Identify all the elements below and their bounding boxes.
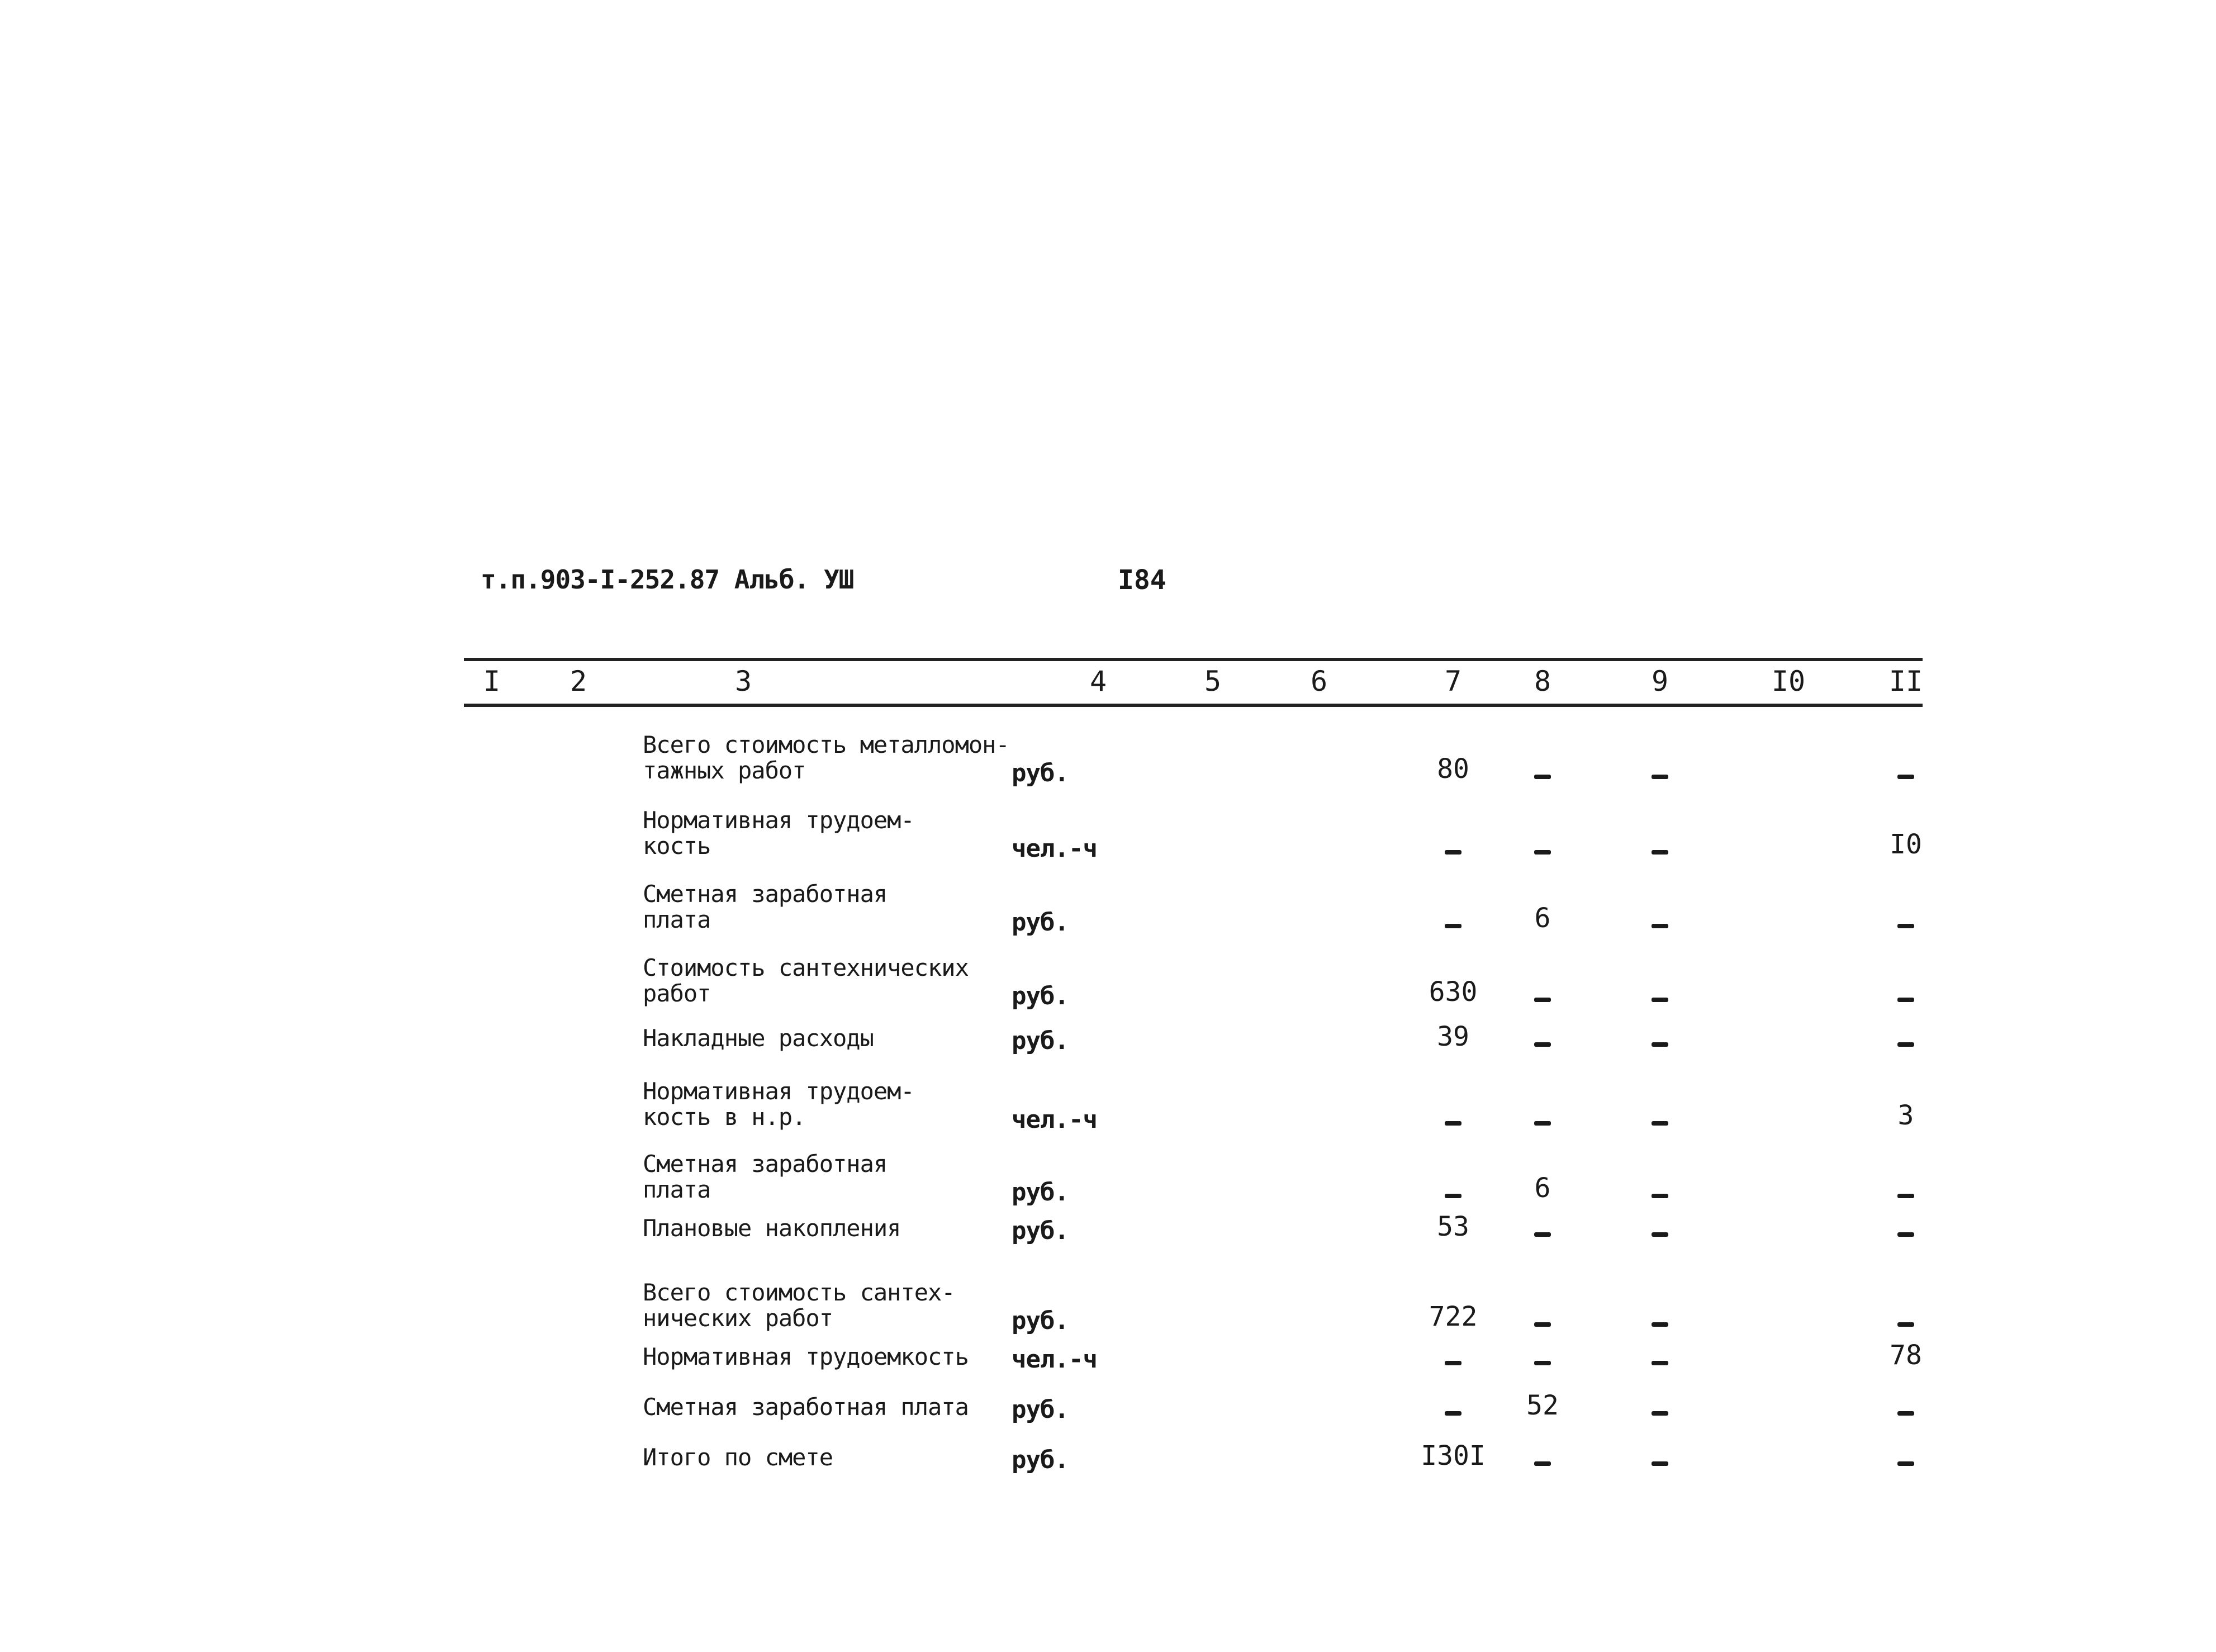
- column-number-7: 7: [1444, 665, 1462, 697]
- column-number-5: 5: [1204, 665, 1222, 697]
- row-unit: чел.-ч: [1012, 1105, 1097, 1134]
- row-label: Всего стоимость металломон- тажных работ: [643, 731, 1009, 784]
- row-label: Нормативная трудоем- кость в н.р.: [643, 1077, 914, 1131]
- cell-c8: 6: [1534, 903, 1551, 934]
- dash-c11: [1897, 924, 1914, 928]
- dash-c9: [1652, 1121, 1668, 1126]
- row-unit: руб.: [1012, 908, 1069, 937]
- dash-c11: [1897, 1232, 1914, 1237]
- dash-c7: [1445, 850, 1461, 855]
- dash-c9: [1652, 1461, 1668, 1466]
- column-number-2: 2: [570, 665, 587, 697]
- cell-c11: I0: [1890, 829, 1922, 860]
- dash-c11: [1897, 1461, 1914, 1466]
- row-label: Плановые накопления: [643, 1214, 901, 1242]
- dash-c8: [1534, 1322, 1551, 1327]
- dash-c11: [1897, 1194, 1914, 1198]
- row-label: Сметная заработная плата: [643, 1150, 888, 1203]
- row-unit: руб.: [1012, 1446, 1069, 1474]
- row-label: Стоимость сантехнических работ: [643, 954, 969, 1007]
- document-header: т.п.903-I-252.87 Альб. УШ: [481, 564, 854, 595]
- dash-c7: [1445, 1194, 1461, 1198]
- dash-c8: [1534, 1361, 1551, 1365]
- dash-c8: [1534, 1121, 1551, 1126]
- row-label: Накладные расходы: [643, 1024, 874, 1052]
- table-top-rule: [464, 658, 1923, 661]
- dash-c11: [1897, 998, 1914, 1002]
- cell-c7: 39: [1437, 1021, 1469, 1052]
- cell-c8: 6: [1534, 1172, 1551, 1204]
- dash-c7: [1445, 1411, 1461, 1416]
- row-unit: чел.-ч: [1012, 834, 1097, 863]
- row-label: Нормативная трудоем- кость: [643, 806, 914, 860]
- row-unit: руб.: [1012, 1217, 1069, 1245]
- row-unit: руб.: [1012, 1178, 1069, 1207]
- dash-c8: [1534, 850, 1551, 855]
- column-number-6: 6: [1310, 665, 1328, 697]
- row-unit: чел.-ч: [1012, 1345, 1097, 1374]
- column-number-11: II: [1888, 665, 1923, 697]
- row-label: Всего стоимость сантех- нических работ: [643, 1279, 955, 1332]
- column-number-9: 9: [1651, 665, 1669, 697]
- dash-c9: [1652, 998, 1668, 1002]
- row-unit: руб.: [1012, 982, 1069, 1010]
- cell-c7: 53: [1437, 1211, 1469, 1242]
- page-number: I84: [1118, 564, 1166, 596]
- row-label: Итого по смете: [643, 1444, 833, 1471]
- dash-c9: [1652, 924, 1668, 928]
- dash-c9: [1652, 1361, 1668, 1365]
- dash-c9: [1652, 1411, 1668, 1416]
- dash-c8: [1534, 775, 1551, 779]
- dash-c9: [1652, 1322, 1668, 1327]
- cell-c7: 80: [1437, 753, 1469, 785]
- dash-c9: [1652, 775, 1668, 779]
- row-unit: руб.: [1012, 1395, 1069, 1424]
- table-header-rule: [464, 704, 1923, 707]
- cell-c11: 78: [1890, 1340, 1922, 1371]
- dash-c7: [1445, 1121, 1461, 1126]
- dash-c9: [1652, 850, 1668, 855]
- row-label: Сметная заработная плата: [643, 880, 888, 933]
- row-unit: руб.: [1012, 759, 1069, 787]
- column-number-10: I0: [1771, 665, 1806, 697]
- dash-c8: [1534, 1232, 1551, 1237]
- dash-c8: [1534, 998, 1551, 1002]
- dash-c9: [1652, 1194, 1668, 1198]
- dash-c11: [1897, 1322, 1914, 1327]
- cell-c7: 722: [1429, 1301, 1478, 1332]
- row-label: Нормативная трудоемкость: [643, 1343, 969, 1370]
- dash-c8: [1534, 1042, 1551, 1047]
- dash-c11: [1897, 1411, 1914, 1416]
- dash-c8: [1534, 1461, 1551, 1466]
- row-unit: руб.: [1012, 1027, 1069, 1055]
- dash-c9: [1652, 1232, 1668, 1237]
- dash-c7: [1445, 924, 1461, 928]
- column-number-1: I: [483, 665, 501, 697]
- dash-c11: [1897, 1042, 1914, 1047]
- dash-c9: [1652, 1042, 1668, 1047]
- dash-c11: [1897, 775, 1914, 779]
- column-number-8: 8: [1534, 665, 1551, 697]
- cell-c7: I30I: [1421, 1440, 1486, 1471]
- row-unit: руб.: [1012, 1307, 1069, 1335]
- dash-c7: [1445, 1361, 1461, 1365]
- column-number-3: 3: [734, 665, 752, 697]
- row-label: Сметная заработная плата: [643, 1393, 969, 1421]
- cell-c7: 630: [1429, 976, 1478, 1008]
- cell-c11: 3: [1897, 1100, 1914, 1131]
- column-number-4: 4: [1089, 665, 1107, 697]
- cell-c8: 52: [1526, 1390, 1559, 1421]
